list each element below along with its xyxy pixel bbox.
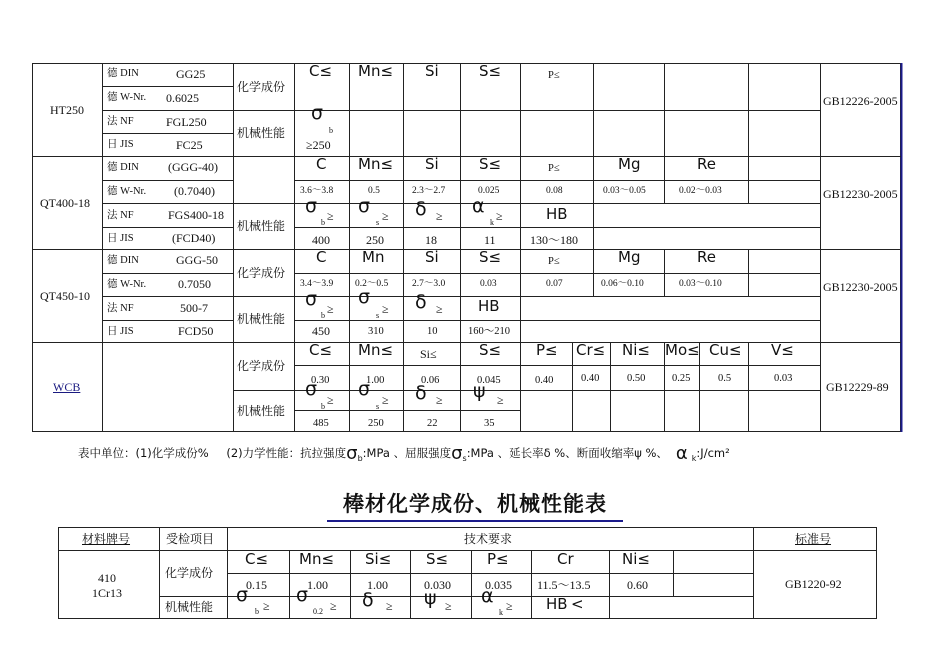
chem-header: Mn≤ bbox=[358, 155, 394, 173]
chem-header: Si bbox=[425, 155, 439, 173]
chem-value: 3.6～3.8 bbox=[300, 186, 334, 196]
hb-symbol: HB bbox=[478, 297, 500, 315]
std-value-wnr: 0.6025 bbox=[166, 91, 199, 105]
grade-qt450-10: QT450-10 bbox=[40, 289, 90, 303]
sigma-symbol: σ bbox=[296, 584, 309, 606]
mech-value: 400 bbox=[312, 233, 330, 247]
label-mechanical: 机械性能 bbox=[165, 600, 214, 614]
note-impact-unit: :J/cm² bbox=[696, 446, 730, 460]
chem-header: P≤ bbox=[548, 163, 560, 174]
symbol-subscript: b bbox=[321, 311, 325, 320]
grade-qt400-18: QT400-18 bbox=[40, 196, 90, 210]
standard-number: GB12229-89 bbox=[826, 380, 889, 394]
hb-symbol: HB bbox=[546, 205, 568, 223]
label-mechanical: 机械性能 bbox=[237, 126, 286, 140]
std-label-jis: 日 JIS bbox=[107, 233, 134, 244]
mech-value: 18 bbox=[425, 233, 437, 247]
sigma-symbol: σ bbox=[236, 584, 249, 606]
std-label-wnr: 德 W-Nr. bbox=[107, 279, 147, 290]
sigma-symbol: σ bbox=[311, 102, 324, 124]
symbol-subscript: s bbox=[462, 454, 467, 463]
chem-value: 0.08 bbox=[546, 186, 563, 196]
chem-header: Re bbox=[697, 155, 716, 173]
sigma-symbol: σ bbox=[305, 378, 318, 400]
chem-value: 2.3～2.7 bbox=[412, 186, 446, 196]
symbol-relation: ≥ bbox=[445, 599, 452, 613]
chem-header: Mn≤ bbox=[299, 550, 335, 568]
psi-symbol: ψ bbox=[473, 380, 486, 402]
chem-value: 0.40 bbox=[581, 373, 600, 384]
label-chemical: 化学成份 bbox=[237, 359, 286, 373]
symbol-subscript: b bbox=[321, 402, 325, 411]
chem-value: 0.06～0.10 bbox=[601, 279, 644, 289]
chem-value: 3.4～3.9 bbox=[300, 279, 334, 289]
symbol-relation: ≥ bbox=[327, 302, 334, 316]
chem-header: Mn≤ bbox=[358, 62, 394, 80]
label-mechanical: 机械性能 bbox=[237, 404, 286, 418]
chem-header: Mn bbox=[362, 248, 385, 266]
mech-value: 160～210 bbox=[468, 326, 510, 337]
std-label-wnr: 德 W-Nr. bbox=[107, 186, 147, 197]
symbol-relation: ≥ bbox=[330, 599, 337, 613]
std-value-jis: FC25 bbox=[176, 138, 203, 152]
std-value-wnr: 0.7050 bbox=[178, 277, 211, 291]
chem-value: 0.030 bbox=[424, 578, 451, 592]
std-value-nf: FGS400-18 bbox=[168, 208, 225, 222]
std-value-nf: 500-7 bbox=[180, 301, 208, 315]
chem-value: 1.00 bbox=[367, 578, 388, 592]
hb-symbol: HB bbox=[546, 595, 568, 613]
chem-header: Cr≤ bbox=[576, 341, 606, 359]
label-chemical: 化学成份 bbox=[165, 566, 214, 580]
label-chemical: 化学成份 bbox=[237, 266, 286, 280]
chem-value: 0.07 bbox=[546, 279, 563, 289]
section-title: 棒材化学成份、机械性能表 bbox=[343, 492, 607, 516]
psi-symbol: ψ bbox=[424, 587, 437, 609]
grade-wcb-link[interactable]: WCB bbox=[53, 380, 81, 394]
chem-value: 0.40 bbox=[535, 375, 554, 386]
label-chemical: 化学成份 bbox=[237, 80, 286, 94]
chem-header: Ni≤ bbox=[622, 550, 650, 568]
chem-header: C bbox=[316, 248, 327, 266]
chem-header: Si bbox=[425, 248, 439, 266]
chem-header: Ni≤ bbox=[622, 341, 650, 359]
std-value-jis: (FCD40) bbox=[172, 231, 216, 245]
std-label-din: 德 DIN bbox=[107, 255, 139, 266]
chem-header: S≤ bbox=[426, 550, 449, 568]
symbol-relation: < bbox=[571, 595, 584, 613]
chem-header: P≤ bbox=[548, 70, 560, 81]
delta-symbol: δ bbox=[415, 291, 427, 313]
symbol-subscript: k bbox=[490, 218, 494, 227]
chem-header: S≤ bbox=[479, 248, 502, 266]
chem-header: C bbox=[316, 155, 327, 173]
alpha-symbol: α bbox=[472, 195, 485, 217]
chem-value: 0.025 bbox=[478, 186, 500, 196]
chem-header: Si≤ bbox=[365, 550, 392, 568]
symbol-subscript: s bbox=[376, 218, 380, 227]
alpha-symbol: α bbox=[675, 443, 688, 464]
header-requirements: 技术要求 bbox=[464, 532, 513, 546]
standard-number: GB1220-92 bbox=[785, 577, 842, 591]
chem-header: S≤ bbox=[479, 62, 502, 80]
symbol-relation: ≥ bbox=[263, 599, 270, 613]
chem-header: Cu≤ bbox=[709, 341, 742, 359]
symbol-relation: ≥ bbox=[497, 393, 504, 407]
chem-value: 1.00 bbox=[366, 375, 385, 386]
std-value-wnr: (0.7040) bbox=[174, 184, 215, 198]
chem-header: S≤ bbox=[479, 341, 502, 359]
chem-header: Mn≤ bbox=[358, 341, 394, 359]
chem-value: 0.03～0.05 bbox=[603, 186, 646, 196]
chem-value: 0.60 bbox=[627, 578, 648, 592]
sigma-symbol: σ bbox=[358, 286, 371, 308]
chem-header: Si≤ bbox=[420, 347, 437, 361]
mech-value: 250 bbox=[368, 418, 384, 429]
chem-value: 0.03～0.10 bbox=[679, 279, 722, 289]
sigma-symbol: σ bbox=[305, 288, 318, 310]
note-chem-units: 表中单位：(1)化学成份% bbox=[78, 446, 209, 460]
mech-value: 250 bbox=[366, 233, 384, 247]
symbol-relation: ≥ bbox=[506, 599, 513, 613]
chem-value: 0.045 bbox=[477, 375, 501, 386]
mech-value: 11 bbox=[484, 233, 496, 247]
symbol-relation: ≥ bbox=[496, 209, 503, 223]
mech-value: 130～180 bbox=[530, 233, 579, 247]
symbol-subscript: b bbox=[321, 218, 325, 227]
chem-value: 0.25 bbox=[672, 373, 691, 384]
header-standard: 标准号 bbox=[795, 532, 832, 546]
label-mechanical: 机械性能 bbox=[237, 312, 286, 326]
std-label-nf: 法 NF bbox=[107, 116, 134, 127]
chem-value: 0.15 bbox=[246, 578, 267, 592]
units-note bbox=[78, 441, 730, 462]
chem-value: 2.7～3.0 bbox=[412, 279, 446, 289]
std-label-nf: 法 NF bbox=[107, 303, 134, 314]
symbol-subscript: k bbox=[499, 608, 503, 617]
label-mechanical: 机械性能 bbox=[237, 219, 286, 233]
header-grade: 材料牌号 bbox=[82, 532, 131, 546]
chem-header: Mg bbox=[618, 248, 641, 266]
grade-line: 410 bbox=[98, 571, 116, 585]
delta-symbol: δ bbox=[362, 589, 374, 611]
chem-header: P≤ bbox=[536, 341, 558, 359]
std-value-jis: FCD50 bbox=[178, 324, 214, 338]
chem-header: S≤ bbox=[479, 155, 502, 173]
symbol-relation: ≥ bbox=[436, 209, 443, 223]
chem-value: 0.2～0.5 bbox=[355, 279, 389, 289]
note-mech-units: (2)力学性能：抗拉强度 bbox=[226, 446, 347, 460]
sigma-symbol: σ bbox=[346, 443, 358, 464]
mech-value: 450 bbox=[312, 324, 330, 338]
std-value-din: GGG-50 bbox=[176, 253, 218, 267]
mech-value: 485 bbox=[313, 418, 329, 429]
std-label-jis: 日 JIS bbox=[107, 139, 134, 150]
symbol-relation: ≥ bbox=[327, 209, 334, 223]
symbol-relation: ≥ bbox=[386, 599, 393, 613]
symbol-relation: ≥ bbox=[382, 209, 389, 223]
mech-value: 35 bbox=[484, 418, 495, 429]
sigma-symbol: σ bbox=[358, 195, 371, 217]
chem-value: 11.5～13.5 bbox=[537, 578, 591, 592]
symbol-subscript: k bbox=[691, 454, 697, 463]
chem-value: 0.03 bbox=[480, 279, 497, 289]
symbol-subscript: 0.2 bbox=[313, 607, 323, 616]
header-test-item: 受检项目 bbox=[166, 532, 215, 546]
symbol-relation: ≥ bbox=[436, 302, 443, 316]
chem-header: Mo≤ bbox=[665, 341, 700, 359]
std-value-din: GG25 bbox=[176, 67, 206, 81]
alpha-symbol: α bbox=[481, 585, 494, 607]
mech-value: 10 bbox=[427, 326, 438, 337]
sigma-symbol: σ bbox=[451, 443, 463, 464]
symbol-subscript: b bbox=[255, 607, 259, 616]
mech-value: 310 bbox=[368, 326, 384, 337]
symbol-subscript: s bbox=[376, 311, 380, 320]
chem-value: 0.5 bbox=[368, 186, 380, 196]
title-underline bbox=[327, 520, 623, 522]
chem-header: P≤ bbox=[548, 256, 560, 267]
symbol-subscript: b bbox=[357, 454, 363, 463]
std-label-din: 德 DIN bbox=[107, 162, 139, 173]
chem-value: 0.03 bbox=[774, 373, 793, 384]
chem-header: V≤ bbox=[771, 341, 794, 359]
tensile-min: ≥250 bbox=[306, 138, 331, 152]
std-value-din: (GGG-40) bbox=[168, 160, 218, 174]
symbol-relation: ≥ bbox=[382, 302, 389, 316]
chem-header: Mg bbox=[618, 155, 641, 173]
chem-value: 0.02～0.03 bbox=[679, 186, 722, 196]
note-tensile-unit: :MPa 、屈服强度 bbox=[362, 446, 452, 460]
sigma-symbol: σ bbox=[305, 195, 318, 217]
symbol-subscript: b bbox=[329, 126, 333, 135]
chem-value: 0.06 bbox=[421, 375, 440, 386]
chem-value: 0.035 bbox=[485, 578, 512, 592]
chem-header: Si bbox=[425, 62, 439, 80]
chem-value: 1.00 bbox=[307, 578, 328, 592]
chem-value: 0.5 bbox=[718, 373, 732, 384]
std-label-din: 德 DIN bbox=[107, 68, 139, 79]
std-value-nf: FGL250 bbox=[166, 115, 207, 129]
standard-number: GB12230-2005 bbox=[823, 280, 898, 294]
standard-number: GB12230-2005 bbox=[823, 187, 898, 201]
symbol-subscript: s bbox=[376, 402, 380, 411]
chem-header: P≤ bbox=[487, 550, 509, 568]
std-label-wnr: 德 W-Nr. bbox=[107, 92, 147, 103]
chem-value: 0.50 bbox=[627, 373, 646, 384]
sigma-symbol: σ bbox=[358, 378, 371, 400]
chem-header: Re bbox=[697, 248, 716, 266]
delta-symbol: δ bbox=[415, 382, 427, 404]
grade-ht250: HT250 bbox=[50, 103, 84, 117]
note-yield-unit: :MPa 、延长率δ %、断面收缩率ψ %、 bbox=[466, 446, 668, 460]
delta-symbol: δ bbox=[415, 198, 427, 220]
chem-header: C≤ bbox=[309, 62, 333, 80]
chem-header: Cr bbox=[557, 550, 574, 568]
symbol-relation: ≥ bbox=[327, 393, 334, 407]
chem-header: C≤ bbox=[245, 550, 269, 568]
symbol-relation: ≥ bbox=[436, 393, 443, 407]
standard-number: GB12226-2005 bbox=[823, 94, 898, 108]
symbol-relation: ≥ bbox=[382, 393, 389, 407]
std-label-nf: 法 NF bbox=[107, 210, 134, 221]
grade-line: 1Cr13 bbox=[92, 586, 122, 600]
chem-header: C≤ bbox=[309, 341, 333, 359]
mech-value: 22 bbox=[427, 418, 438, 429]
chem-value: 0.30 bbox=[311, 375, 330, 386]
std-label-jis: 日 JIS bbox=[107, 326, 134, 337]
